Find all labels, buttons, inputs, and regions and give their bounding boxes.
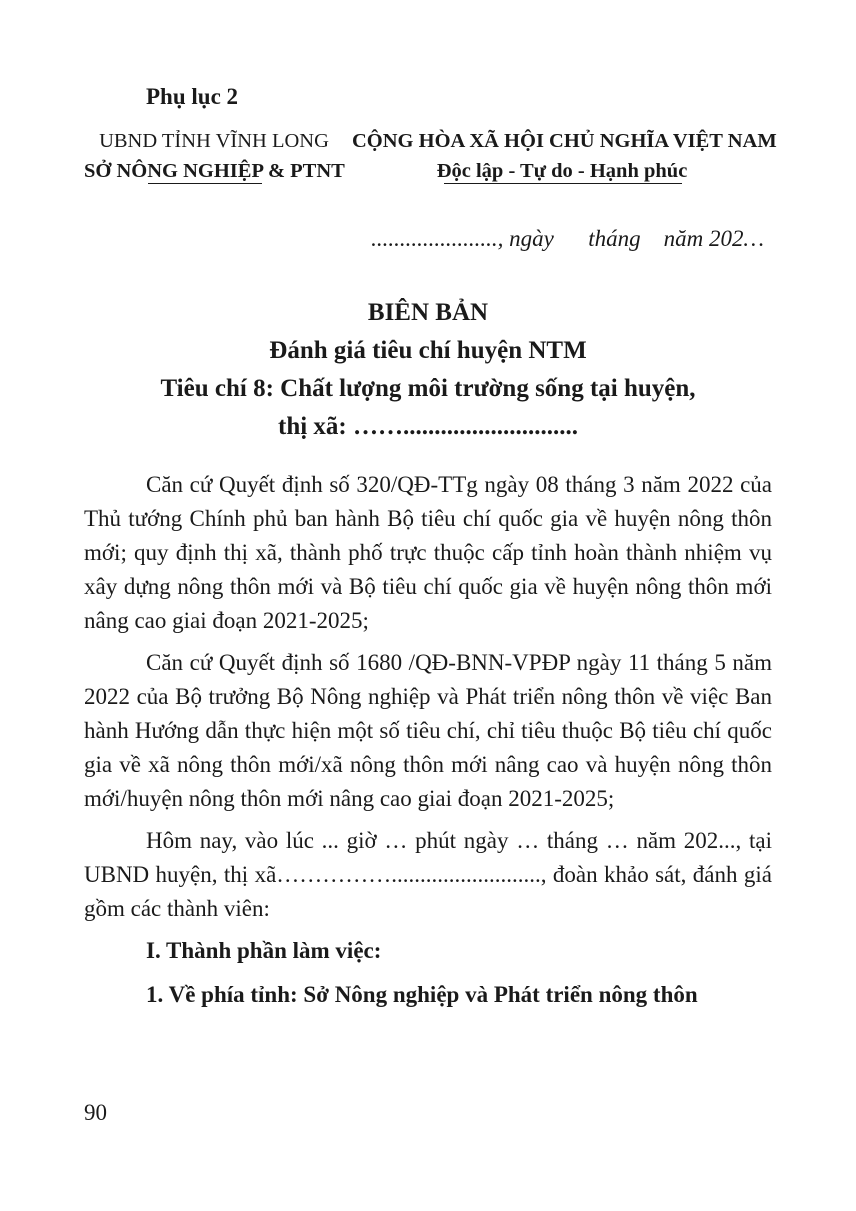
document-subtitle: Đánh giá tiêu chí huyện NTM: [269, 337, 587, 364]
agency-underline: [148, 183, 262, 184]
national-motto-block: [352, 126, 777, 186]
motto-underline: [444, 183, 682, 184]
document-title: BIÊN BẢN: [367, 299, 489, 326]
document-title-block: [84, 294, 772, 446]
national-motto: Độc lập - Tự do - Hạnh phúc: [436, 160, 688, 182]
country-name: CỘNG HÒA XÃ HỘI CHỦ NGHĨA VIỆT NAM: [352, 130, 777, 152]
legal-basis-paragraph-1: Căn cứ Quyết định số 320/QĐ-TTg ngày 08 tháng 3 năm 2022 của Thủ tướng Chính phủ ban hành Bộ tiêu chí quốc gia về huyện nông thôn mới; quy định thị xã, thành phố trực thuộc cấp tỉnh hoàn thành nhiệm vụ xây dựng nông thôn mới và Bộ tiêu chí quốc gia về huyện nông thôn mới nâng cao giai đoạn 2021-2025;: [84, 472, 772, 633]
meeting-info-paragraph: Hôm nay, vào lúc ... giờ … phút ngày … tháng … năm 202..., tại UBND huyện, thị xã…………….........................., đoàn khảo sát, đánh giá gồm các thành viên:: [84, 828, 772, 921]
appendix-label: Phụ lục 2: [146, 84, 239, 109]
legal-basis-paragraph-2: Căn cứ Quyết định số 1680 /QĐ-BNN-VPĐP ngày 11 tháng 5 năm 2022 của Bộ trưởng Bộ Nông nghiệp và Phát triển nông thôn về việc Ban hành Hướng dẫn thực hiện một số tiêu chí, chỉ tiêu thuộc Bộ tiêu chí quốc gia về xã nông thôn mới/xã nông thôn mới nâng cao và huyện nông thôn mới/huyện nông thôn mới nâng cao giai đoạn 2021-2025;: [84, 650, 772, 811]
criterion-title: Tiêu chí 8: Chất lượng môi trường sống tại huyện,: [160, 375, 696, 402]
document-body: [84, 468, 772, 1022]
criterion-title-location: thị xã: ……............................: [278, 413, 578, 440]
issuing-agency-block: [84, 126, 344, 186]
provincial-committee-name: UBND TỈNH VĨNH LONG: [99, 130, 329, 152]
department-name: SỞ NÔNG NGHIỆP & PTNT: [84, 160, 345, 182]
place-date-line: ......................, ngày tháng năm 202…: [371, 226, 764, 251]
subsection-heading-province: 1. Về phía tỉnh: Sở Nông nghiệp và Phát triển nông thôn: [146, 982, 698, 1007]
page-number: 90: [84, 1100, 107, 1125]
section-heading-participants: I. Thành phần làm việc:: [146, 938, 382, 963]
